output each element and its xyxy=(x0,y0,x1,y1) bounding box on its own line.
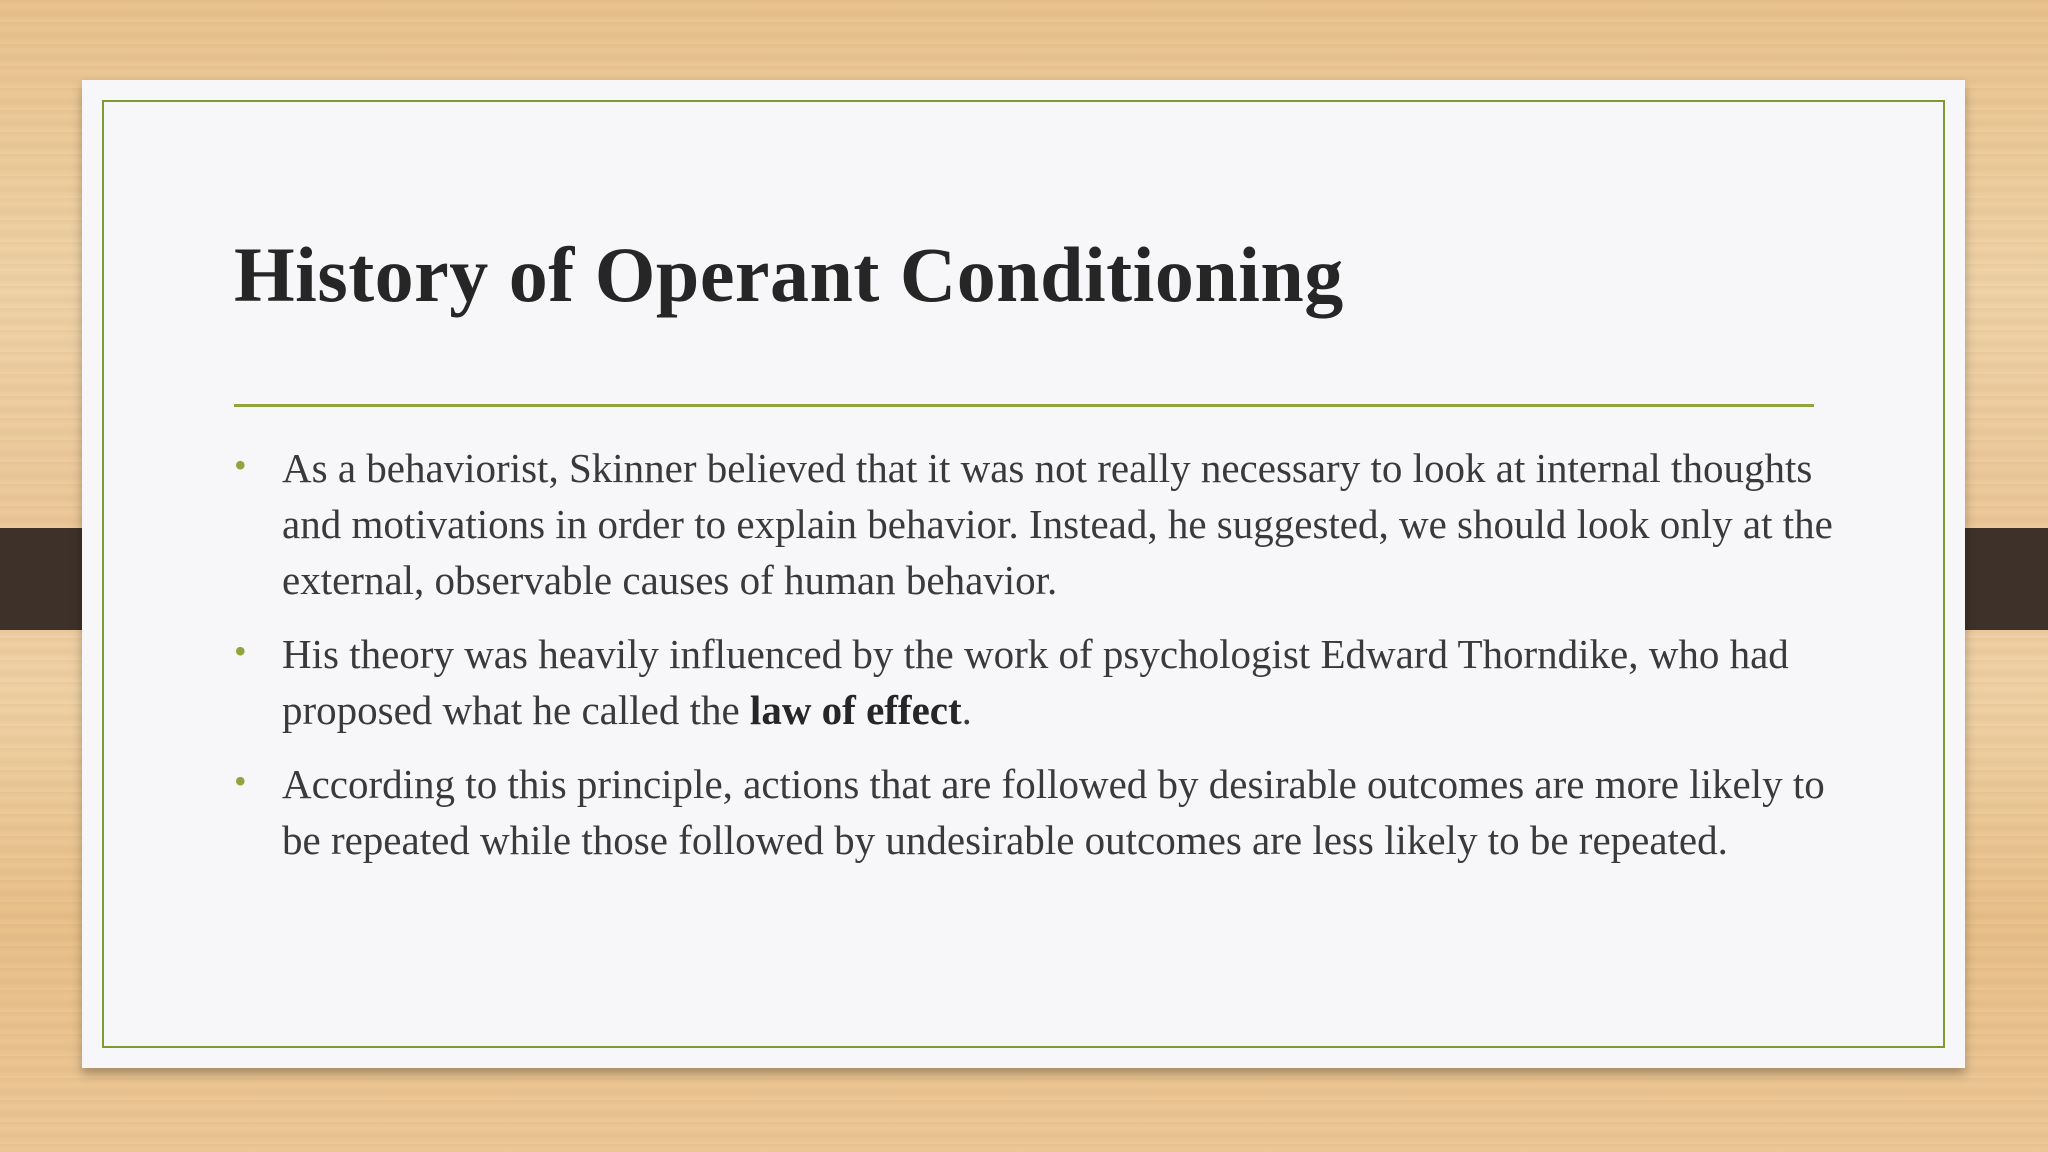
bullet-text-3: According to this principle, actions that are followed by desirable outcomes are more likely to be repeated while those followed by undesirable outcomes are less likely to be repeated. xyxy=(282,761,1825,863)
bullet-list xyxy=(234,440,1864,886)
bullet-text-1: As a behaviorist, Skinner believed that it was not really necessary to look at internal thoughts and motivations in order to explain behavior. Instead, he suggested, we should look only at the external, observable causes of human behavior. xyxy=(282,445,1833,603)
bullet-item-2 xyxy=(234,626,1864,738)
bullet-text-2-before: His theory was heavily influenced by the work of psychologist Edward Thorndike, who had proposed what he called the xyxy=(282,631,1789,733)
slide-title: History of Operant Conditioning xyxy=(234,231,1344,318)
bullet-item-3 xyxy=(234,756,1864,868)
bullet-text-2-bold: law of effect xyxy=(749,687,962,733)
title-divider xyxy=(234,404,1814,407)
bullet-dot-icon: • xyxy=(234,445,247,485)
bullet-text-2-after: . xyxy=(961,687,972,733)
bullet-item-1 xyxy=(234,440,1864,608)
slide-card xyxy=(82,80,1965,1068)
bullet-dot-icon: • xyxy=(234,631,247,671)
bullet-dot-icon: • xyxy=(234,761,247,801)
